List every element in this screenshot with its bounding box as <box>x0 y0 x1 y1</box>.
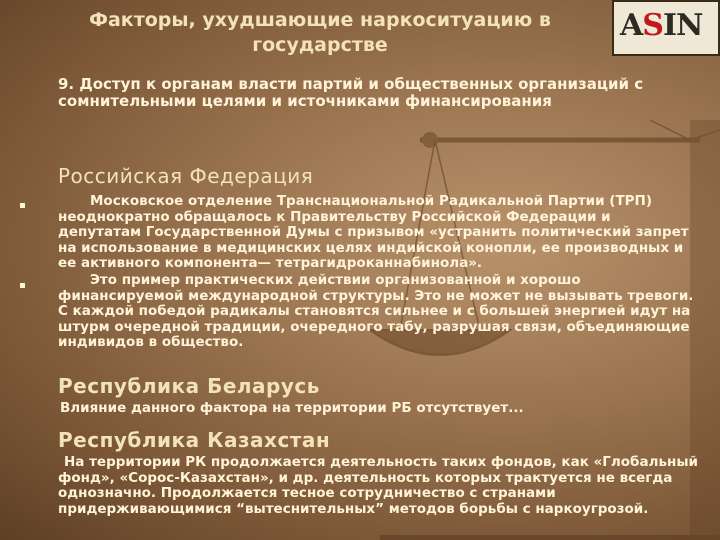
paragraph-kazakhstan: На территории РК продолжается деятельность таких фондов, как «Глобальный фонд», «Сорос-Казахстан», и др. деятельность которых трактуется не всегда однозначно. Продолжается тесное сотрудничество с странами придерживающимися “вытеснительных” методов борьбы с наркоугрозой. <box>58 454 698 517</box>
paragraph-russia-1: Московское отделение Транснациональной Радикальной Партии (ТРП) неоднократно обращалось к Правительству Российской Федерации и депутатам Государственной Думы с призывом «устранить политический запрет на использование в медицинских целях индийской конопли, ее производных и ее активного компонента— тетрагидроканнабинола». <box>58 193 689 272</box>
logo <box>612 0 720 56</box>
paragraph-belarus: Влияние данного фактора на территории РБ отсутствует... <box>60 400 524 416</box>
bullet-icon <box>20 283 25 288</box>
subtitle: 9. Доступ к органам власти партий и общественных организаций с сомнительными целями и источниками финансирования <box>58 75 644 110</box>
logo-text: ASIN <box>620 8 703 43</box>
bullet-icon <box>20 203 25 208</box>
paragraph-russia-2: Это пример практических действии организованной и хорошо финансируемой международной структуры. Это не может не вызывать тревоги. С каждой победой радикалы становятся сильнее и с большей энергией идут на штурм очередной традиции, очередного табу, разрушая связи, объединяющие индивидов в общество. <box>58 272 694 351</box>
heading-russia: Российская Федерация <box>58 164 314 188</box>
page-title: Факторы, ухудшающие наркоситуацию в государстве <box>89 9 551 56</box>
heading-kazakhstan: Республика Казахстан <box>58 428 331 452</box>
heading-belarus: Республика Беларусь <box>58 374 320 398</box>
